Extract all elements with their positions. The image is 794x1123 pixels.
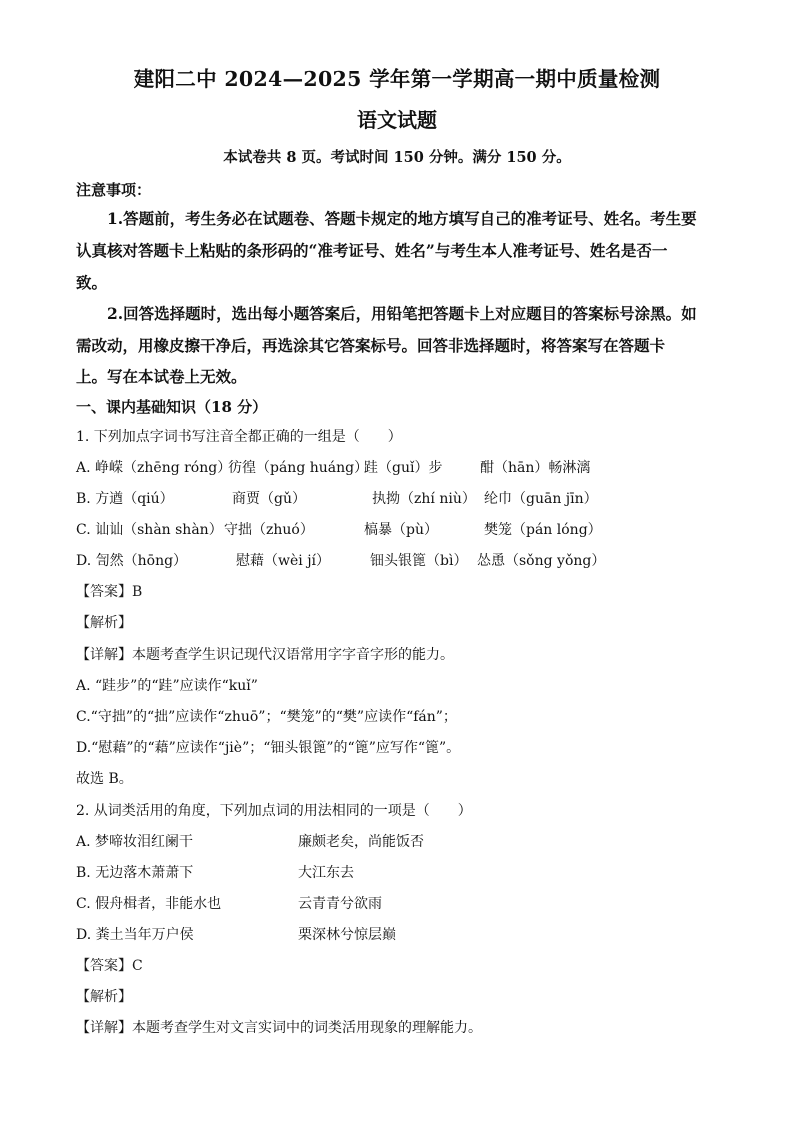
q1-stem: 1. 下列加点字词书写注音全都正确的一组是（ ）	[76, 429, 402, 445]
q2-analysis-label: 【解析】	[76, 989, 132, 1005]
q1-option-c-1: C. 讪讪（shàn shàn）	[76, 522, 223, 538]
q1-option-b-3: 执拗（zhí niù）	[372, 491, 476, 507]
q1-option-d-4: 怂恿（sǒng yǒng）	[477, 553, 606, 569]
q1-explain-a: A. “跬步”的“跬”应读作“kuǐ”	[76, 678, 258, 694]
q2-answer: 【答案】C	[76, 958, 143, 974]
q1-option-d-2: 慰藉（wèi jí）	[236, 553, 331, 569]
q1-option-c-4: 樊笼（pán lóng）	[484, 522, 602, 538]
q1-explain-d: D.“慰藉”的“藉”应读作“jiè”；“钿头银篦”的“篦”应写作“篦”。	[76, 740, 461, 756]
q1-answer: 【答案】B	[76, 584, 143, 600]
q1-option-a-1: A. 峥嵘（zhēng róng）	[76, 460, 232, 476]
notice-item-2-line-1: 2.回答选择题时，选出每小题答案后，用铅笔把答题卡上对应题目的答案标号涂黑。如	[107, 304, 697, 323]
q1-option-b-1: B. 方遒（qiú）	[76, 491, 174, 507]
notice-item-2-line-3: 上。写在本试卷上无效。	[76, 367, 247, 386]
page-subtitle: 语文试题	[357, 108, 437, 132]
notice-item-1-line-2: 认真核对答题卡上粘贴的条形码的“准考证号、姓名”与考生本人准考证号、姓名是否一	[76, 241, 668, 260]
q1-option-c-2: 守拙（zhuó）	[224, 522, 314, 538]
q2-option-c-1: C. 假舟楫者，非能水也	[76, 896, 222, 912]
notice-heading: 注意事项：	[76, 181, 152, 199]
q2-option-d-1: D. 粪土当年万户侯	[76, 927, 194, 943]
q1-option-d-3: 钿头银篦（bì）	[370, 553, 468, 569]
exam-info: 本试卷共 8 页。考试时间 150 分钟。满分 150 分。	[223, 149, 571, 166]
q1-option-a-4: 酣（hān）畅淋漓	[480, 460, 591, 476]
q1-option-c-3: 槁暴（pù）	[364, 522, 438, 538]
q1-explain-c: C.“守拙”的“拙”应读作“zhuō”；“樊笼”的“樊”应读作“fán”；	[76, 709, 457, 725]
section-1-heading: 一、课内基础知识（18 分）	[76, 398, 268, 416]
q2-option-a-1: A. 梦啼妆泪红阑干	[76, 834, 194, 850]
notice-item-1-line-3: 致。	[76, 273, 108, 292]
q1-option-a-3: 跬（guǐ）步	[364, 460, 443, 476]
q2-option-b-1: B. 无边落木萧萧下	[76, 865, 194, 881]
q1-option-b-2: 商贾（gǔ）	[232, 491, 306, 507]
q1-conclusion: 故选 B。	[76, 771, 133, 787]
q1-option-a-2: 彷徨（páng huáng）	[228, 460, 369, 476]
q1-option-b-4: 纶巾（guān jīn）	[484, 491, 598, 507]
q1-option-d-1: D. 訇然（hōng）	[76, 553, 188, 569]
q2-option-b-2: 大江东去	[298, 865, 354, 881]
q1-analysis-label: 【解析】	[76, 615, 132, 631]
q2-stem: 2. 从词类活用的角度，下列加点词的用法相同的一项是（ ）	[76, 803, 472, 819]
q2-option-a-2: 廉颇老矣，尚能饭否	[298, 834, 424, 850]
page-title: 建阳二中 2024—2025 学年第一学期高一期中质量检测	[133, 67, 661, 91]
q2-option-d-2: 栗深林兮惊层巅	[298, 927, 396, 943]
q1-detail: 【详解】本题考查学生识记现代汉语常用字字音字形的能力。	[76, 647, 454, 663]
notice-item-2-line-2: 需改动，用橡皮擦干净后，再选涂其它答案标号。回答非选择题时，将答案写在答题卡	[76, 336, 666, 355]
q2-option-c-2: 云青青兮欲雨	[298, 896, 382, 912]
notice-item-1-line-1: 1.答题前，考生务必在试题卷、答题卡规定的地方填写自己的准考证号、姓名。考生要	[107, 209, 697, 228]
q2-detail: 【详解】本题考查学生对文言实词中的词类活用现象的理解能力。	[76, 1020, 482, 1036]
